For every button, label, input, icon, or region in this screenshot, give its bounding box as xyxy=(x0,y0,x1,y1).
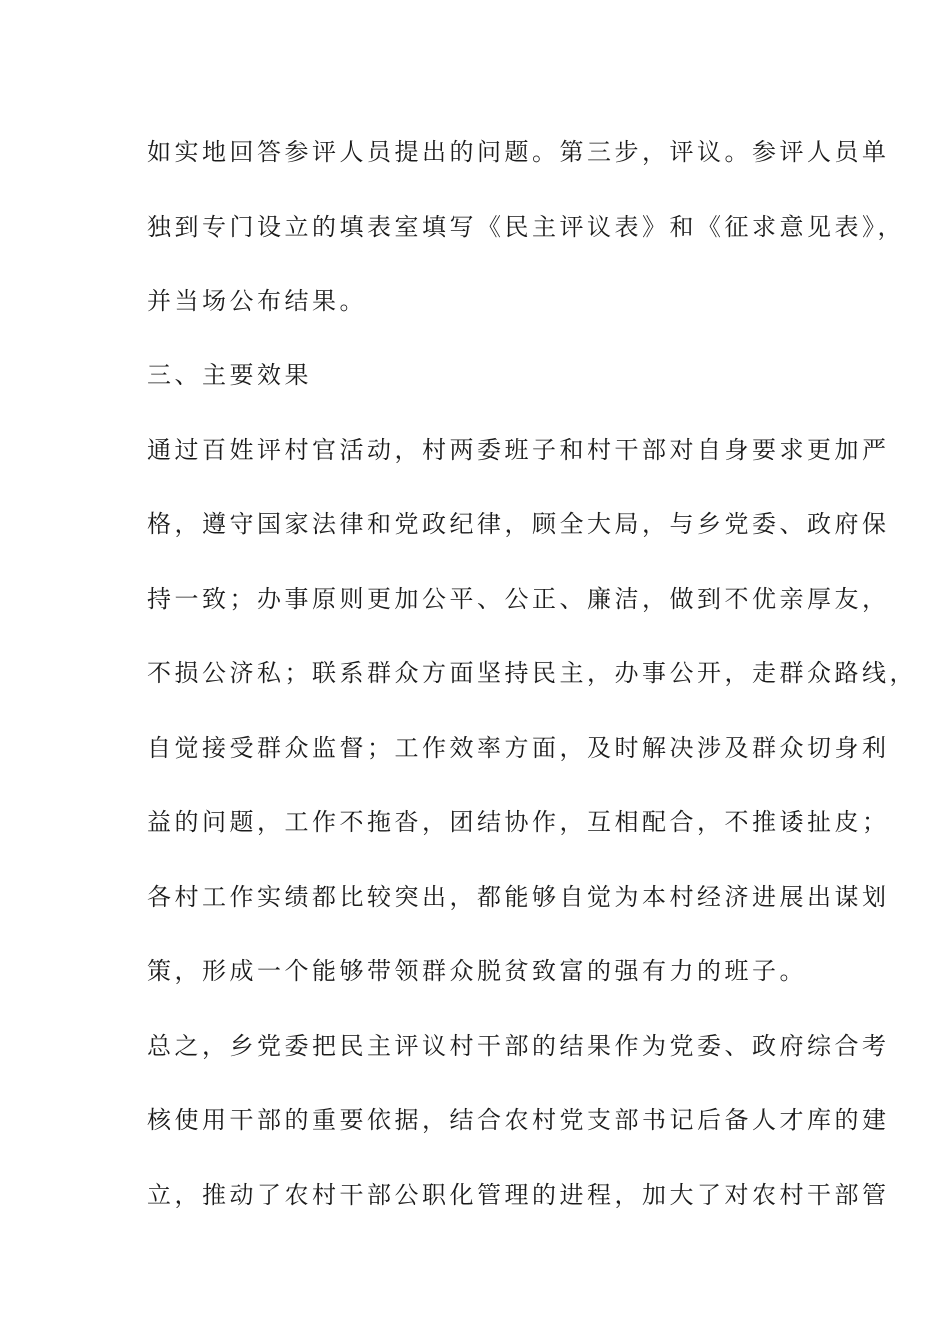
text-line: 持一致；办事原则更加公平、公正、廉洁，做到不优亲厚友， xyxy=(147,585,890,613)
text-line: 独到专门设立的填表室填写《民主评议表》和《征求意见表》， xyxy=(147,213,905,241)
text-line: 自觉接受群众监督；工作效率方面，及时解决涉及群众切身利 xyxy=(147,734,890,762)
text-line: 立，推动了农村干部公职化管理的进程，加大了对农村干部管 xyxy=(147,1181,890,1209)
text-line: 各村工作实绩都比较突出，都能够自觉为本村经济进展出谋划 xyxy=(147,883,890,911)
text-line: 格，遵守国家法律和党政纪律，顾全大局，与乡党委、政府保 xyxy=(147,510,890,538)
text-line: 益的问题，工作不拖沓，团结协作，互相配合，不推诿扯皮； xyxy=(147,808,890,836)
text-line: 策，形成一个能够带领群众脱贫致富的强有力的班子。 xyxy=(147,957,807,985)
text-line: 如实地回答参评人员提出的问题。第三步，评议。参评人员单 xyxy=(147,138,890,166)
text-line: 不损公济私；联系群众方面坚持民主，办事公开，走群众路线， xyxy=(147,659,917,687)
section-heading: 三、主要效果 xyxy=(147,361,312,389)
text-line: 核使用干部的重要依据，结合农村党支部书记后备人才库的建 xyxy=(147,1106,890,1134)
text-line: 通过百姓评村官活动，村两委班子和村干部对自身要求更加严 xyxy=(147,436,890,464)
text-line: 总之，乡党委把民主评议村干部的结果作为党委、政府综合考 xyxy=(147,1032,890,1060)
text-line: 并当场公布结果。 xyxy=(147,287,367,315)
